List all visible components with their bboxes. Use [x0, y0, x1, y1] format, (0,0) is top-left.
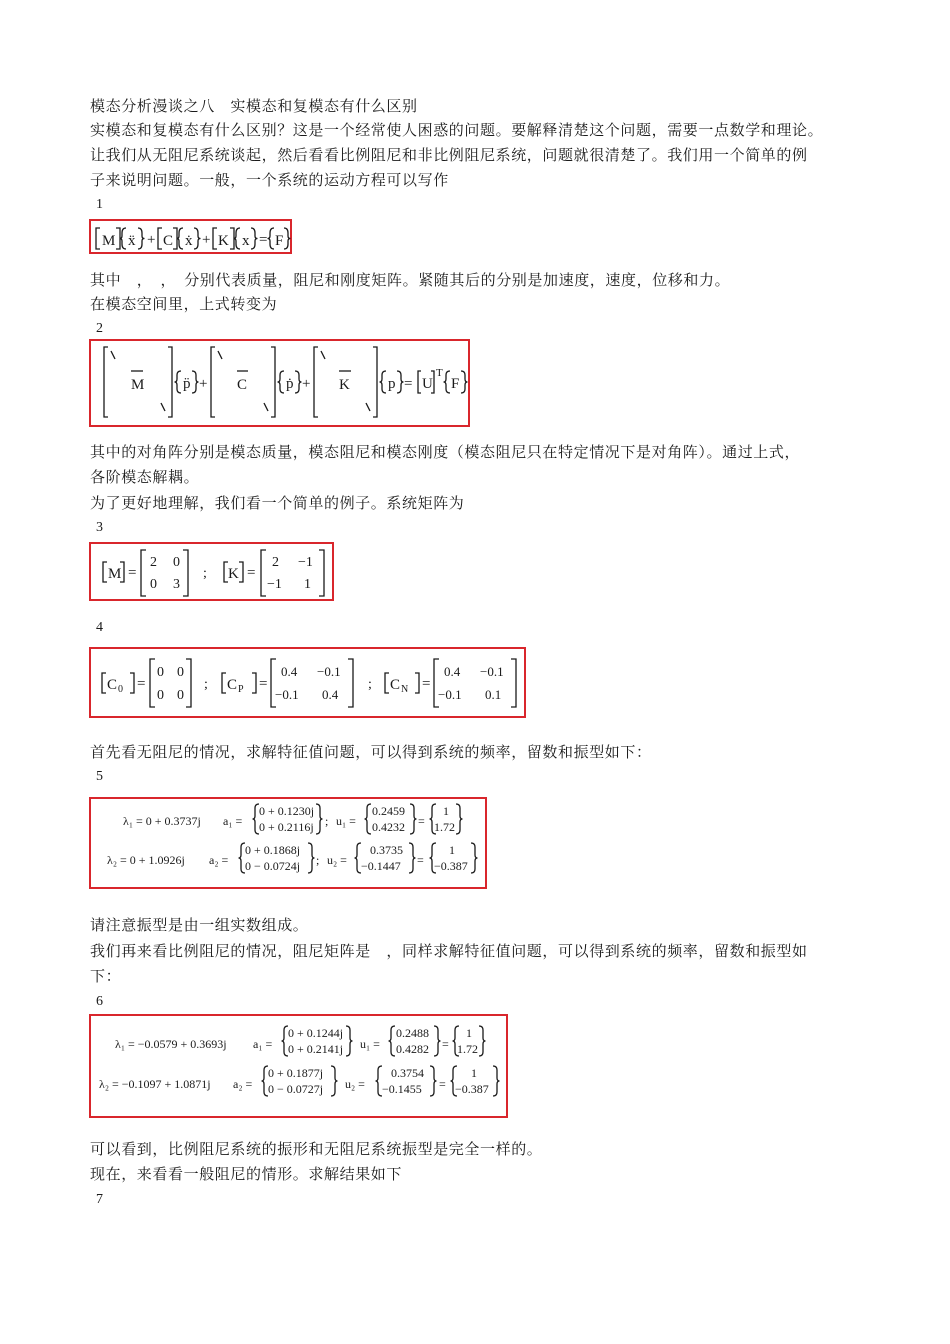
eq6-equals: = [439, 1077, 446, 1091]
paragraph-line: 实模态和复模态有什么区别？这是一个经常使人困惑的问题。要解释清楚这个问题，需要一点数学和理论。 [90, 121, 824, 139]
matrix-cell: 2 [150, 555, 157, 570]
eq6-lambda1: λ₁ = −0.0579 + 0.3693j [115, 1037, 227, 1051]
paragraph-line: 现在，来看看一般阻尼的情形。求解结果如下 [90, 1165, 403, 1183]
vector-entry: −0.387 [455, 1082, 489, 1096]
equation-image-6 [89, 1014, 508, 1118]
eq4-CN-label: C [390, 677, 401, 693]
eq2-equals: = [404, 376, 413, 392]
eq2-M: M [131, 377, 145, 393]
eq1-F: F [275, 233, 284, 249]
matrix-cell: 2 [272, 555, 279, 570]
eq4-CP-label: C [227, 677, 238, 693]
eq1-equals: = [259, 232, 268, 248]
eq2-pdot: ṗ [286, 376, 294, 392]
paragraph-line: 在模态空间里，上式转变为 [90, 295, 278, 313]
eq5-u2-label: u₂ = [327, 853, 347, 867]
eq6-a1-label: a₁ = [253, 1037, 273, 1051]
vector-entry: 0 + 0.1868j [245, 843, 301, 857]
equation-image-2 [89, 339, 470, 427]
eq1-xdot: ẋ [185, 233, 193, 249]
eq2-plus: + [302, 376, 311, 392]
equation-image-1 [89, 219, 292, 254]
equation-2-graphic [91, 341, 472, 429]
equation-number: 7 [96, 1192, 103, 1207]
vector-entry: 1 [443, 804, 449, 818]
eq5-u1-label: u₁ = [336, 814, 356, 828]
matrix-cell: 0.1 [485, 687, 502, 702]
vector-entry: 0 − 0.0727j [268, 1082, 324, 1096]
eq2-C: C [237, 377, 248, 393]
equation-6-graphic [91, 1016, 510, 1120]
eq1-xddot: ẍ [128, 233, 136, 249]
eq1-x: x [242, 233, 250, 249]
eq4-C0-label: C [107, 677, 118, 693]
eq6-lambda2: λ₂ = −0.1097 + 1.0871j [99, 1077, 211, 1091]
equation-image-3 [89, 542, 334, 601]
equation-image-4 [89, 647, 526, 718]
matrix-cell: −1 [298, 555, 313, 570]
matrix-cell: 0 [177, 665, 184, 680]
eq2-U: U [422, 376, 433, 392]
eq1-M: M [102, 233, 116, 249]
paragraph-line: 让我们从无阻尼系统谈起，然后看看比例阻尼和非比例阻尼系统，问题就很清楚了。我们用一个简单的例 [90, 146, 808, 164]
eq2-p: p [388, 376, 396, 392]
eq2-T: T [436, 367, 443, 379]
eq2-pddot: p̈ [183, 376, 191, 392]
paragraph-line: 请注意振型是由一组实数组成。 [90, 916, 309, 934]
matrix-cell: 1 [304, 577, 311, 592]
eq6-u1-label: u₁ = [360, 1037, 380, 1051]
matrix-cell: −0.1 [438, 687, 462, 702]
eq5-lambda2: λ₂ = 0 + 1.0926j [107, 853, 185, 867]
eq5-a2-label: a₂ = [209, 853, 229, 867]
paragraph-line: 子来说明问题。一般，一个系统的运动方程可以写作 [90, 171, 449, 189]
vector-entry: 0.3735 [370, 843, 403, 857]
paragraph-line: 我们再来看比例阻尼的情况，阻尼矩阵是 ，同样求解特征值问题，可以得到系统的频率，留数和振型如 [90, 942, 808, 960]
eq3-M-label: M [108, 566, 122, 582]
vector-entry: −0.387 [434, 859, 468, 873]
eq4-equals: = [422, 676, 431, 692]
eq6-equals: = [442, 1037, 449, 1051]
paragraph-line: 首先看无阻尼的情况，求解特征值问题，可以得到系统的频率，留数和振型如下： [90, 743, 652, 761]
matrix-cell: 0 [157, 665, 164, 680]
paragraph-line: 其中 ， ， 分别代表质量，阻尼和刚度矩阵。紧随其后的分别是加速度，速度，位移和力。 [90, 271, 731, 289]
eq2-F: F [451, 376, 460, 392]
eq1-K: K [218, 233, 229, 249]
eq5-equals: = [418, 814, 425, 828]
equation-number: 6 [96, 994, 103, 1009]
vector-entry: 0 + 0.1877j [268, 1066, 324, 1080]
matrix-cell: 0 [177, 688, 184, 703]
matrix-cell: 0 [157, 688, 164, 703]
equation-1-graphic [91, 221, 294, 256]
eq1-plus: + [202, 232, 211, 248]
equation-number: 5 [96, 769, 103, 784]
matrix-cell: 3 [173, 577, 180, 592]
equation-number: 1 [96, 197, 103, 212]
equation-number: 4 [96, 620, 103, 635]
eq4-CP-sub: P [238, 684, 244, 695]
paragraph-line: 各阶模态解耦。 [90, 468, 200, 486]
eq6-a2-label: a₂ = [233, 1077, 253, 1091]
vector-entry: −0.1455 [382, 1082, 422, 1096]
equation-number: 2 [96, 321, 103, 336]
equation-5-graphic [91, 799, 489, 891]
matrix-cell: 0.4 [444, 664, 461, 679]
vector-entry: 0 + 0.2116j [259, 820, 314, 834]
eq4-equals: = [259, 676, 268, 692]
vector-entry: 0 + 0.1244j [288, 1026, 344, 1040]
matrix-cell: −0.1 [317, 664, 341, 679]
paragraph-line: 为了更好地理解，我们看一个简单的例子。系统矩阵为 [90, 494, 465, 512]
eq4-CN-sub: N [401, 684, 409, 695]
separator: ; [203, 566, 207, 581]
eq4-equals: = [137, 676, 146, 692]
matrix-cell: 0 [173, 555, 180, 570]
eq1-C: C [163, 233, 174, 249]
vector-entry: 0.4232 [372, 820, 405, 834]
matrix-cell: 0.4 [281, 664, 298, 679]
vector-entry: 0 + 0.2141j [288, 1042, 344, 1056]
matrix-cell: 0.4 [322, 687, 339, 702]
eq2-K: K [339, 377, 350, 393]
separator: ; [316, 853, 320, 867]
vector-entry: 0.3754 [391, 1066, 424, 1080]
vector-entry: 1 [466, 1026, 472, 1040]
vector-entry: 0.2488 [396, 1026, 429, 1040]
eq3-equals: = [247, 565, 256, 581]
matrix-cell: −0.1 [275, 687, 299, 702]
paragraph-line: 下： [90, 967, 122, 985]
separator: ; [325, 814, 329, 828]
vector-entry: 0.4282 [396, 1042, 429, 1056]
eq1-plus: + [147, 232, 156, 248]
vector-entry: 0 − 0.0724j [245, 859, 301, 873]
eq3-equals: = [128, 565, 137, 581]
paragraph-line: 可以看到，比例阻尼系统的振形和无阻尼系统振型是完全一样的。 [90, 1140, 543, 1158]
eq5-lambda1: λ₁ = 0 + 0.3737j [123, 814, 201, 828]
equation-4-graphic [91, 649, 528, 720]
equation-image-5 [89, 797, 487, 889]
separator: ; [368, 677, 372, 692]
vector-entry: 1 [449, 843, 455, 857]
vector-entry: −0.1447 [361, 859, 401, 873]
vector-entry: 1 [471, 1066, 477, 1080]
eq2-plus: + [199, 376, 208, 392]
matrix-cell: −1 [267, 577, 282, 592]
vector-entry: 1.72 [457, 1042, 478, 1056]
eq5-equals: = [417, 853, 424, 867]
eq6-u2-label: u₂ = [345, 1077, 365, 1091]
matrix-cell: −0.1 [480, 664, 504, 679]
vector-entry: 0 + 0.1230j [259, 804, 315, 818]
equation-number: 3 [96, 520, 103, 535]
eq5-a1-label: a₁ = [223, 814, 243, 828]
eq4-C0-sub: 0 [118, 684, 123, 695]
vector-entry: 1.72 [434, 820, 455, 834]
vector-entry: 0.2459 [372, 804, 405, 818]
separator: ; [204, 677, 208, 692]
equation-3-graphic [91, 544, 336, 603]
paragraph-line: 其中的对角阵分别是模态质量，模态阻尼和模态刚度（模态阻尼只在特定情况下是对角阵）。通过上式， [90, 443, 801, 461]
document-title: 模态分析漫谈之八 实模态和复模态有什么区别 [90, 97, 418, 115]
eq3-K-label: K [228, 566, 239, 582]
matrix-cell: 0 [150, 577, 157, 592]
